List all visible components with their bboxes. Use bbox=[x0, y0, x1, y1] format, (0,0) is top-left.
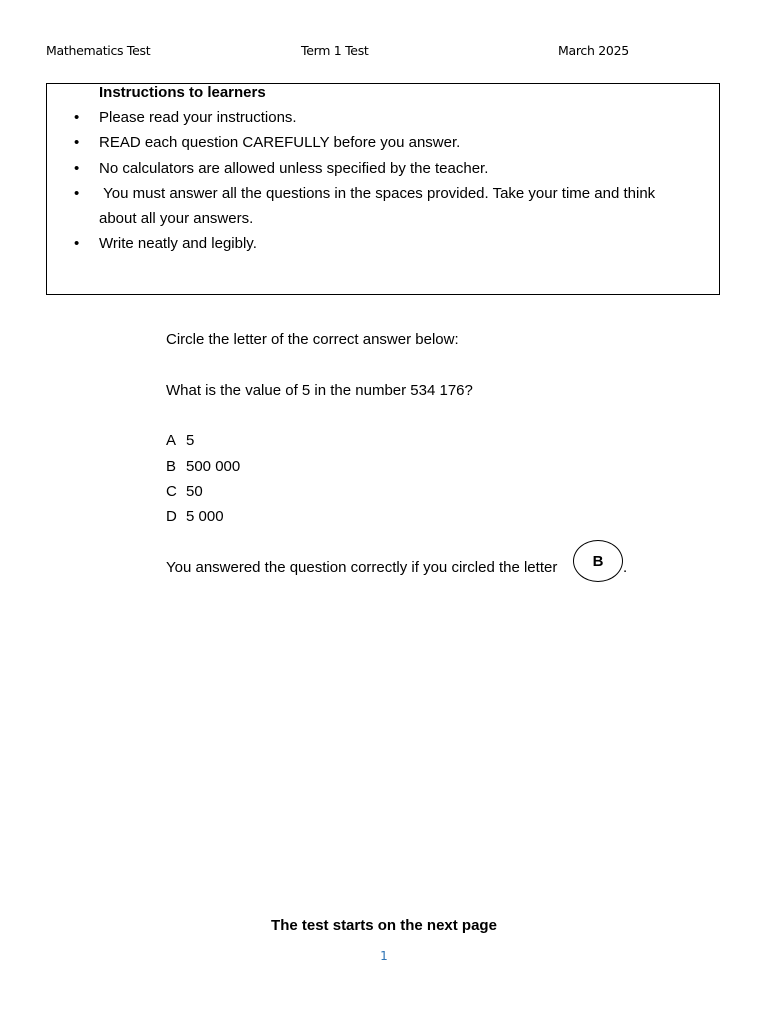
header-date: March 2025 bbox=[558, 43, 629, 58]
instruction-text: Write neatly and legibly. bbox=[99, 235, 257, 253]
circled-answer: B bbox=[573, 540, 623, 582]
list-item bbox=[47, 130, 719, 155]
bullet-icon: • bbox=[74, 109, 80, 126]
bullet-icon: • bbox=[74, 159, 80, 177]
instruction-text: No calculators are allowed unless specified by the teacher. bbox=[99, 159, 489, 177]
option-letter: C bbox=[166, 483, 177, 500]
option-a bbox=[166, 432, 194, 450]
page-number: 1 bbox=[380, 949, 388, 963]
bullet-icon: • bbox=[74, 184, 80, 202]
bullet-icon: • bbox=[74, 134, 80, 152]
instruction-text: READ each question CAREFULLY before you answer. bbox=[99, 134, 461, 152]
example-feedback: You answered the question correctly if you circled the letter bbox=[166, 559, 558, 576]
option-value: 5 000 bbox=[186, 508, 224, 525]
list-item bbox=[47, 105, 719, 130]
instructions-box bbox=[46, 83, 720, 295]
option-value: 500 000 bbox=[186, 458, 241, 475]
instructions-heading: Instructions to learners bbox=[99, 84, 266, 101]
header-subject: Mathematics Test bbox=[46, 43, 151, 58]
footer-note: The test starts on the next page bbox=[271, 917, 497, 934]
example-question: What is the value of 5 in the number 534 176? bbox=[166, 382, 473, 399]
instruction-text: Please read your instructions. bbox=[99, 109, 297, 126]
feedback-period: . bbox=[623, 559, 628, 576]
instructions-list bbox=[47, 105, 719, 257]
option-letter: A bbox=[166, 432, 177, 449]
instruction-text: You must answer all the questions in the spaces provided. Take your time and think about all your answers. bbox=[99, 184, 660, 228]
list-item bbox=[47, 231, 719, 256]
option-value: 50 bbox=[186, 483, 203, 500]
bullet-icon: • bbox=[74, 235, 80, 253]
option-c bbox=[166, 483, 203, 501]
list-item bbox=[47, 181, 719, 232]
option-letter: B bbox=[166, 458, 177, 475]
option-b bbox=[166, 458, 240, 476]
option-value: 5 bbox=[186, 432, 195, 449]
header-term: Term 1 Test bbox=[301, 43, 369, 58]
option-letter: D bbox=[166, 508, 177, 525]
example-prompt: Circle the letter of the correct answer below: bbox=[166, 331, 459, 348]
option-d bbox=[166, 508, 224, 526]
list-item bbox=[47, 156, 719, 181]
